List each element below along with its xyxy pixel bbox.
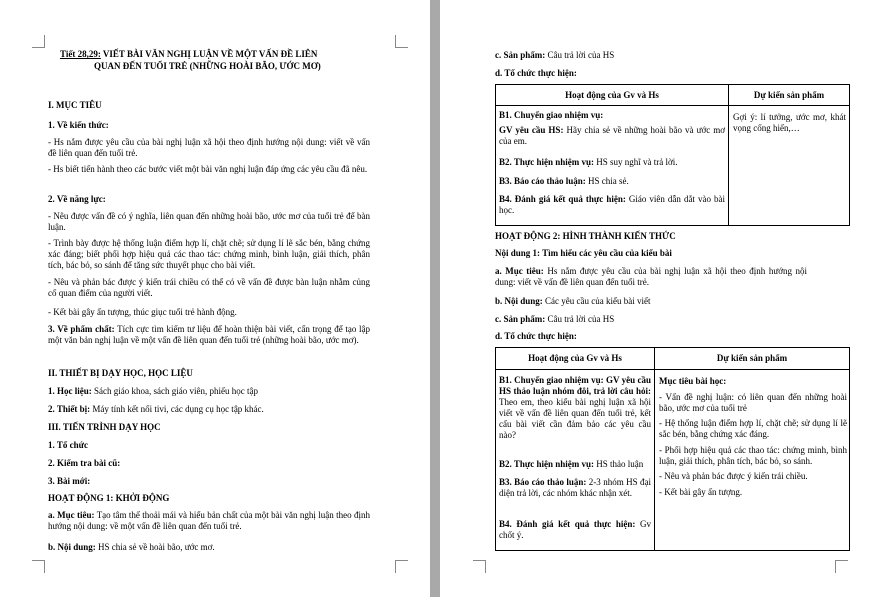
sub-heading: 1. Về kiến thức: [48,120,109,130]
document-title: Tiết 28,29: VIẾT BÀI VĂN NGHỊ LUẬN VỀ MỘT VẤN ĐỀ LIÊN [60,49,318,59]
crop-mark [473,560,486,573]
sub-heading: d. Tổ chức thực hiện: [495,68,577,78]
crop-mark [32,35,45,48]
activity-heading: HOẠT ĐỘNG 2: HÌNH THÀNH KIẾN THỨC [495,231,676,241]
paragraph: b. Nội dung: Các yêu cầu của kiểu bài viết [495,296,651,306]
crop-mark [32,560,45,573]
document-title-line2: QUAN ĐẾN TUỔI TRẺ (NHỮNG HOÀI BÃO, ƯỚC MƠ) [94,61,321,71]
section-heading: III. TIẾN TRÌNH DẠY HỌC [48,422,161,432]
paragraph: - Trình bày được hệ thống luận điểm hợp lí, chặt chẽ; sử dụng lí lẽ sắc bén, bằng chứng xác đáng; biết phối hợp hiệu quả các thao tác: chứng minh, bình luận, giải thích, phân tích, bác bỏ, so sánh để tăng sức thuyết phục cho bài viết. [48,238,370,270]
crop-mark [395,560,408,573]
table-cell-text: B4. Đánh giá kết quả thực hiện: Gv chốt ý. [499,519,651,540]
sub-heading: 3. Bài mới: [48,476,91,486]
paragraph: - Nêu và phản bác được ý kiến trái chiều có thể có về vấn đề được bàn luận nhằm củng cố quan điểm của người viết. [48,277,370,298]
sub-heading: 2. Kiểm tra bài cũ: [48,458,121,468]
paragraph: c. Sản phẩm: Câu trả lời của HS [495,314,615,324]
crop-mark [395,35,408,48]
section-heading: II. THIẾT BỊ DẠY HỌC, HỌC LIỆU [48,368,193,378]
paragraph: a. Mục tiêu: Tạo tâm thế thoải mái và hiểu bản chất của một bài văn nghị luận theo định hướng nội dung: về một vấn đề liên quan đến tuổi trẻ. [48,510,370,531]
paragraph: 1. Học liệu: Sách giáo khoa, sách giáo viên, phiếu học tập [48,386,258,396]
table-cell-text: - Hệ thống luận điểm hợp lí, chặt chẽ; sử dụng lí lẽ sắc bén, bằng chứng xác đáng. [659,418,847,439]
table-cell-text: Gợi ý: lí tưởng, ước mơ, khát vọng cống hiến,… [733,112,846,133]
table-cell-text: GV yêu cầu HS: Hãy chia sẻ về những hoài bão và ước mơ của em. [499,125,726,146]
sub-heading: Nội dung 1: Tìm hiểu các yêu cầu của kiểu bài [495,248,672,258]
table-cell-text: B2. Thực hiện nhiệm vụ: HS suy nghĩ và trả lời. [499,157,678,167]
table-cell-text: B1. Chuyển giao nhiệm vụ: [499,110,604,120]
paragraph: b. Nội dung: HS chia sẻ về hoài bão, ước mơ. [48,542,215,552]
table-cell-text: B3. Báo cáo thảo luận: HS chia sẻ. [499,176,629,186]
table-cell-text: B1. Chuyển giao nhiệm vụ: GV yêu cầu HS thảo luận nhóm đôi, trả lời câu hỏi: Theo em, theo kiểu bài nghị luận xã hội viết về vấn đề liên quan đến tuổi trẻ, kết cấu bài viết cần đảm bảo các yêu cầu nào? [499,375,651,440]
sub-heading: 1. Tổ chức [48,440,88,450]
table-header: Dự kiến sản phẩm [753,90,825,100]
paragraph: 3. Về phẩm chất: Tích cực tìm kiếm tư liệu để hoàn thiện bài viết, cẩn trọng để tạo lập một văn bản nghị luận về một vấn đề liên quan đến tuổi trẻ (những hoài bão, ước mơ). [48,324,371,345]
table-cell-text: - Kết bài gây ấn tượng. [659,487,743,497]
table-divider [654,347,655,551]
table-divider [495,105,850,106]
document-page-right [440,0,869,597]
sub-heading: d. Tổ chức thực hiện: [495,331,577,341]
table-header: Hoạt động của Gv và Hs [565,90,659,100]
table-cell-text: B4. Đánh giá kết quả thực hiện: Giáo viên dẫn dắt vào bài học. [499,194,725,215]
sub-heading: 2. Về năng lực: [48,194,106,204]
section-heading: I. MỤC TIÊU [48,100,102,110]
paragraph: - Kết bài gây ấn tượng, thúc giục tuổi trẻ hành động. [48,307,237,317]
table-divider [495,369,850,370]
table-header: Hoạt động của Gv và Hs [528,353,622,363]
paragraph: - Nêu được vấn đề có ý nghĩa, liên quan đến những hoài bão, ước mơ của tuổi trẻ để bàn luận. [48,211,370,232]
table-cell-text: B3. Báo cáo thảo luận: 2-3 nhóm HS đại diện trả lời, các nhóm khác nhận xét. [499,477,652,498]
paragraph: c. Sản phẩm: Câu trả lời của HS [495,50,615,60]
table-cell-text: B2. Thực hiện nhiệm vụ: HS thảo luận [499,459,644,469]
table-header: Dự kiến sản phẩm [716,353,788,363]
table-cell-text: - Nêu và phản bác được ý kiến trái chiều. [659,471,808,481]
paragraph: - Hs biết tiến hành theo các bước viết một bài văn nghị luận đáp ứng các yêu cầu đã nêu. [48,164,368,174]
paragraph: - Hs nắm được yêu cầu của bài nghị luận xã hội theo định hướng nội dung: viết về vấn đề liên quan đến tuổi trẻ. [48,137,370,158]
crop-mark [835,560,848,573]
table-cell-text: - Phối hợp hiệu quả các thao tác: chứng minh, bình luận, giải thích, phân tích, bác bỏ, so sánh. [659,445,847,466]
table-cell-text: Mục tiêu bài học: [659,376,727,386]
document-page-left [0,0,430,597]
paragraph: 2. Thiết bị: Máy tính kết nối tivi, các dụng cụ học tập khác. [48,404,264,414]
paragraph: a. Mục tiêu: Hs nắm được yêu cầu của bài nghị luận xã hội theo định hướng nội dung: viết về vấn đề liên quan đến tuổi trẻ. [495,266,807,287]
table-cell-text: - Vấn đề nghị luận: có liên quan đến những hoài bão, ước mơ của tuổi trẻ [659,392,847,413]
activity-heading: HOẠT ĐỘNG 1: KHỞI ĐỘNG [48,493,170,503]
